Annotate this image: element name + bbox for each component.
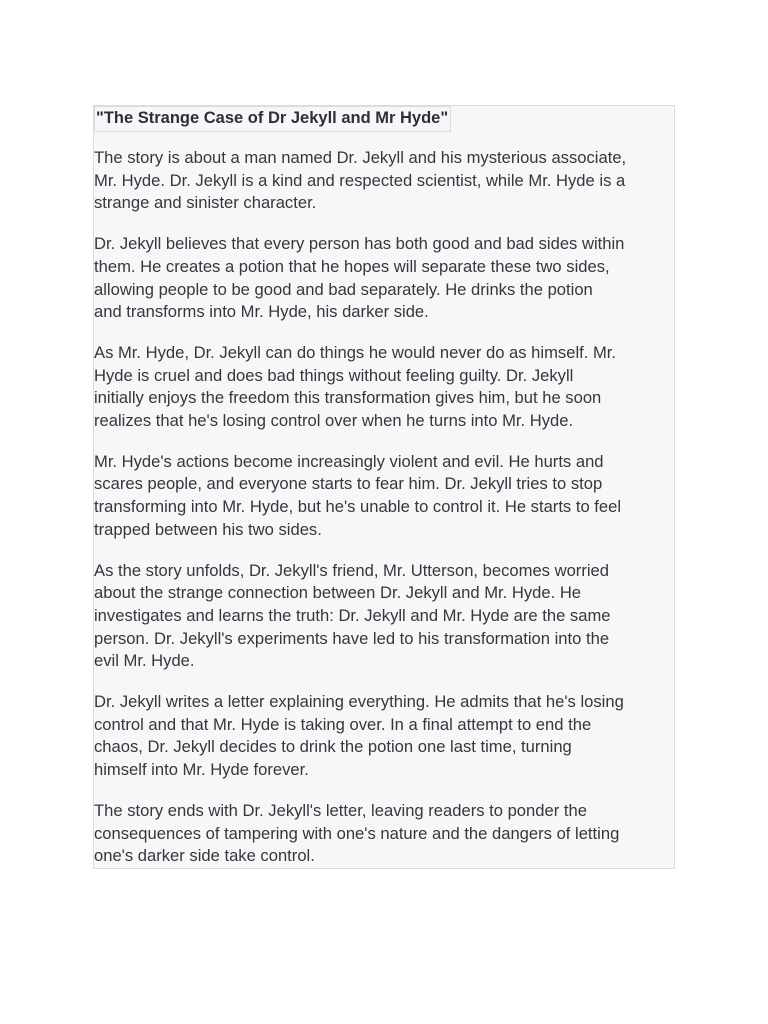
paragraph-line: allowing people to be good and bad separately. He drinks the potion: [94, 279, 593, 299]
document-body: [94, 147, 694, 886]
paragraph-line: about the strange connection between Dr. Jekyll and Mr. Hyde. He: [94, 583, 582, 603]
paragraph-line: trapped between his two sides.: [94, 519, 322, 539]
document-content-box: [93, 105, 675, 869]
paragraph: [94, 800, 694, 868]
paragraph: [94, 451, 694, 542]
paragraph-line: one's darker side take control.: [94, 846, 315, 866]
paragraph-line: Mr. Hyde's actions become increasingly violent and evil. He hurts and: [94, 451, 604, 471]
paragraph-line: As the story unfolds, Dr. Jekyll's friend, Mr. Utterson, becomes worried: [94, 560, 609, 580]
paragraph-line: Hyde is cruel and does bad things without feeling guilty. Dr. Jekyll: [94, 365, 574, 385]
paragraph-line: investigates and learns the truth: Dr. Jekyll and Mr. Hyde are the same: [94, 605, 611, 625]
paragraph-line: transforming into Mr. Hyde, but he's unable to control it. He starts to feel: [94, 497, 622, 517]
paragraph-line: Dr. Jekyll believes that every person has both good and bad sides within: [94, 234, 625, 254]
paragraph: [94, 691, 694, 782]
document-title: "The Strange Case of Dr Jekyll and Mr Hyde": [94, 106, 451, 132]
paragraph-line: The story is about a man named Dr. Jekyll and his mysterious associate,: [94, 148, 627, 167]
paragraph-line: chaos, Dr. Jekyll decides to drink the potion one last time, turning: [94, 737, 572, 757]
paragraph-line: and transforms into Mr. Hyde, his darker side.: [94, 302, 429, 322]
paragraph-line: consequences of tampering with one's nature and the dangers of letting: [94, 823, 620, 843]
paragraph-line: As Mr. Hyde, Dr. Jekyll can do things he would never do as himself. Mr.: [94, 342, 617, 362]
paragraph-line: Mr. Hyde. Dr. Jekyll is a kind and respected scientist, while Mr. Hyde is a: [94, 170, 626, 190]
paragraph-line: himself into Mr. Hyde forever.: [94, 760, 309, 780]
paragraph-line: them. He creates a potion that he hopes will separate these two sides,: [94, 256, 610, 276]
paragraph-line: realizes that he's losing control over when he turns into Mr. Hyde.: [94, 411, 574, 431]
paragraph-line: evil Mr. Hyde.: [94, 651, 195, 671]
paragraph-line: strange and sinister character.: [94, 193, 317, 213]
paragraph-line: The story ends with Dr. Jekyll's letter, leaving readers to ponder the: [94, 800, 587, 820]
paragraph-line: control and that Mr. Hyde is taking over. In a final attempt to end the: [94, 714, 592, 734]
paragraph: [94, 342, 694, 433]
paragraph-line: Dr. Jekyll writes a letter explaining everything. He admits that he's losing: [94, 692, 624, 712]
paragraph: [94, 560, 694, 674]
paragraph-line: initially enjoys the freedom this transformation gives him, but he soon: [94, 388, 602, 408]
paragraph: [94, 147, 694, 215]
paragraph-line: scares people, and everyone starts to fear him. Dr. Jekyll tries to stop: [94, 474, 603, 494]
paragraph: [94, 233, 694, 324]
paragraph-line: person. Dr. Jekyll's experiments have led to his transformation into the: [94, 628, 610, 648]
